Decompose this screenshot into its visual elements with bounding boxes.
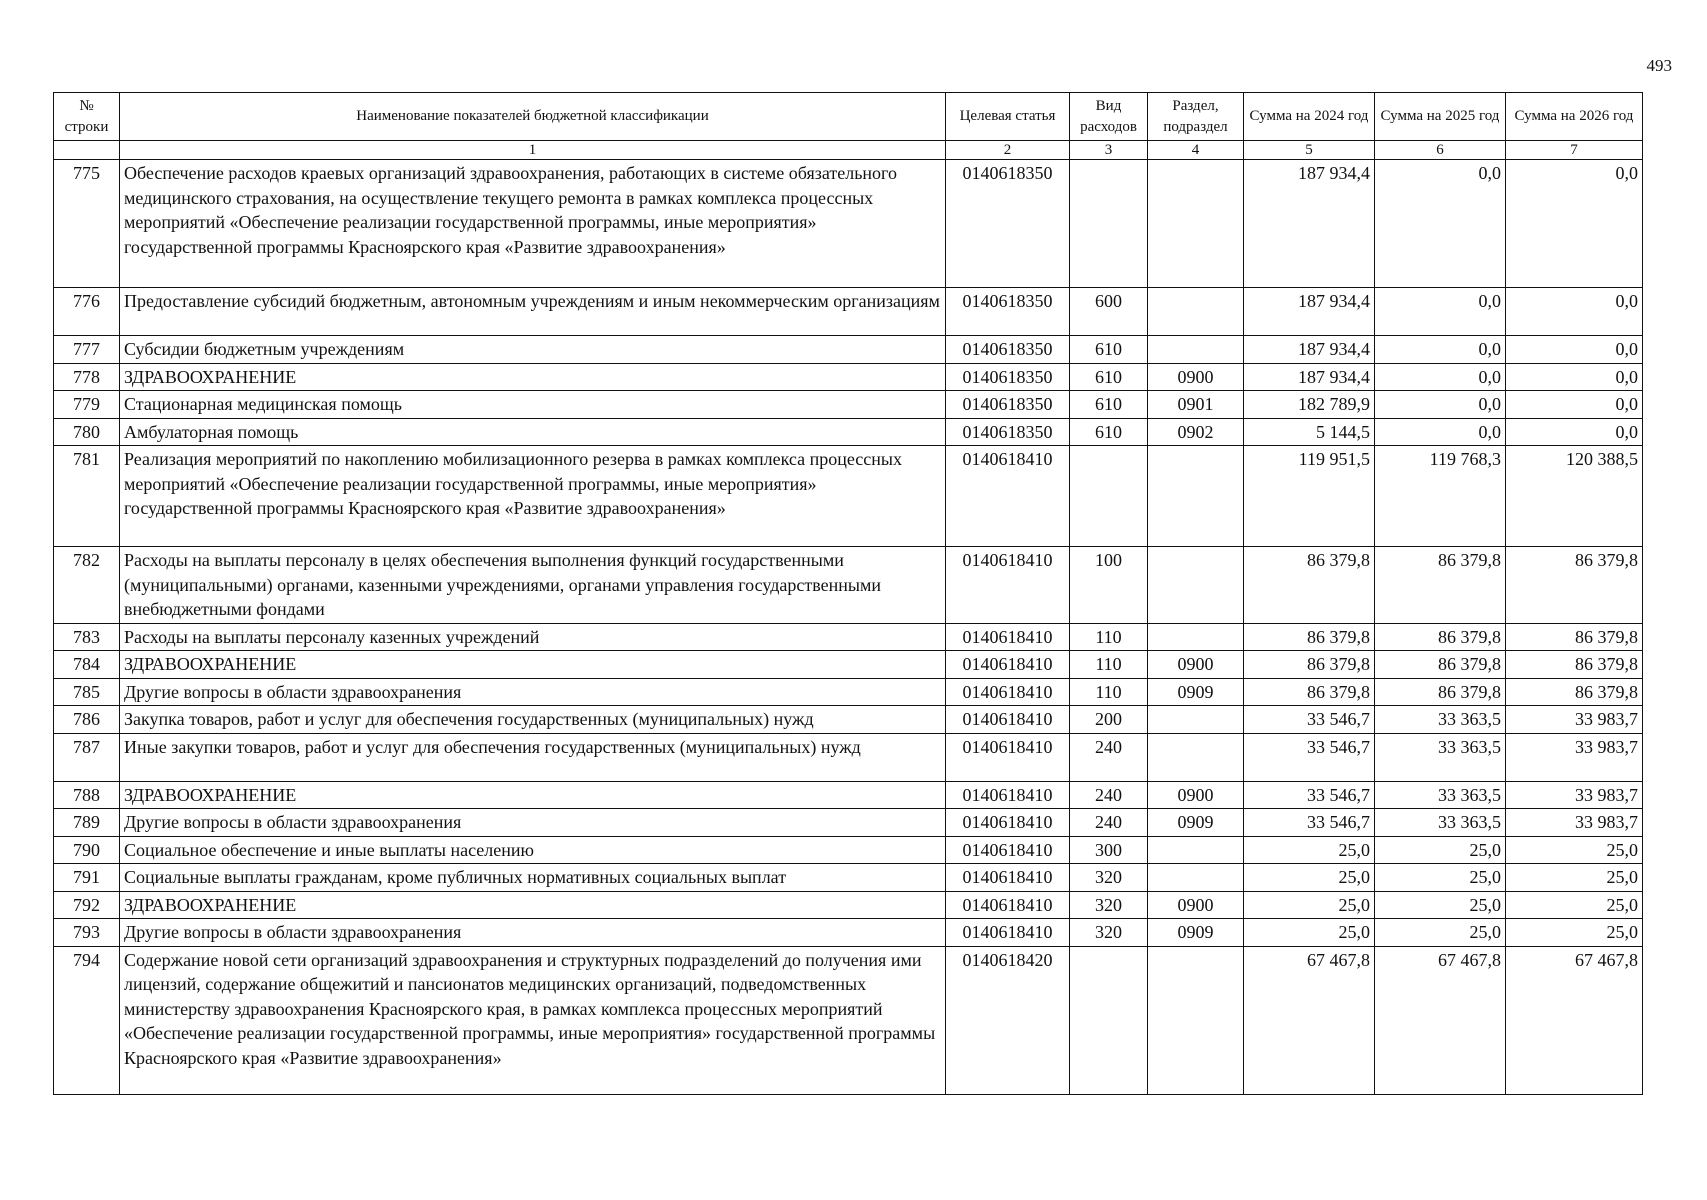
sum-2024-cell: 119 951,5 — [1244, 446, 1375, 547]
sum-2024-cell: 33 546,7 — [1244, 809, 1375, 837]
target-article-cell: 0140618410 — [946, 809, 1070, 837]
expense-type-cell — [1070, 160, 1148, 288]
target-article-cell: 0140618410 — [946, 919, 1070, 947]
expense-type-cell: 610 — [1070, 418, 1148, 446]
sum-2025-cell: 33 363,5 — [1375, 733, 1506, 781]
target-article-cell: 0140618410 — [946, 891, 1070, 919]
name-cell: ЗДРАВООХРАНЕНИЕ — [120, 363, 946, 391]
column-number — [54, 141, 120, 160]
sum-2024-cell: 86 379,8 — [1244, 547, 1375, 624]
sum-2024-cell: 33 546,7 — [1244, 706, 1375, 734]
section-cell — [1148, 547, 1244, 624]
column-number: 3 — [1070, 141, 1148, 160]
row-number-cell: 777 — [54, 336, 120, 364]
row-number-cell: 787 — [54, 733, 120, 781]
sum-2026-cell: 33 983,7 — [1506, 781, 1643, 809]
section-cell: 0901 — [1148, 391, 1244, 419]
table-row — [54, 836, 1643, 864]
table-row — [54, 547, 1643, 624]
expense-type-cell: 110 — [1070, 623, 1148, 651]
sum-2026-cell: 25,0 — [1506, 836, 1643, 864]
expense-type-cell: 600 — [1070, 288, 1148, 336]
expense-type-cell: 320 — [1070, 864, 1148, 892]
sum-2024-cell: 25,0 — [1244, 919, 1375, 947]
expense-type-cell: 610 — [1070, 363, 1148, 391]
sum-2024-cell: 187 934,4 — [1244, 160, 1375, 288]
expense-type-cell: 240 — [1070, 781, 1148, 809]
name-cell: Иные закупки товаров, работ и услуг для обеспечения государственных (муниципальных) нужд — [120, 733, 946, 781]
column-number-row — [54, 141, 1643, 160]
expense-type-cell: 200 — [1070, 706, 1148, 734]
table-body — [54, 160, 1643, 1095]
sum-2026-cell: 86 379,8 — [1506, 547, 1643, 624]
sum-2025-cell: 33 363,5 — [1375, 706, 1506, 734]
sum-2025-cell: 0,0 — [1375, 391, 1506, 419]
name-cell: ЗДРАВООХРАНЕНИЕ — [120, 781, 946, 809]
row-number-cell: 778 — [54, 363, 120, 391]
name-cell: Стационарная медицинская помощь — [120, 391, 946, 419]
header-section: Раздел, подраздел — [1148, 93, 1244, 141]
row-number-cell: 789 — [54, 809, 120, 837]
header-sum-2025: Сумма на 2025 год — [1375, 93, 1506, 141]
section-cell — [1148, 864, 1244, 892]
row-number-cell: 783 — [54, 623, 120, 651]
expense-type-cell: 100 — [1070, 547, 1148, 624]
column-number: 1 — [120, 141, 946, 160]
sum-2024-cell: 182 789,9 — [1244, 391, 1375, 419]
table-row — [54, 733, 1643, 781]
header-name: Наименование показателей бюджетной классификации — [120, 93, 946, 141]
sum-2026-cell: 33 983,7 — [1506, 706, 1643, 734]
sum-2026-cell: 25,0 — [1506, 891, 1643, 919]
table-row — [54, 809, 1643, 837]
table-row — [54, 446, 1643, 547]
row-number-cell: 784 — [54, 651, 120, 679]
name-cell: Содержание новой сети организаций здравоохранения и структурных подразделений до получения ими лицензий, содержание общежитий и пансионатов медицинских организаций, подведомственных министерству здравоохранения Красноярского края, в рамках комплекса процессных мероприятий «Обеспечение реализации государственной программы, иные мероприятия» государственной программы Красноярского края «Развитие здравоохранения» — [120, 946, 946, 1094]
sum-2025-cell: 86 379,8 — [1375, 623, 1506, 651]
column-number: 2 — [946, 141, 1070, 160]
target-article-cell: 0140618410 — [946, 706, 1070, 734]
row-number-cell: 785 — [54, 678, 120, 706]
expense-type-cell: 110 — [1070, 678, 1148, 706]
sum-2026-cell: 0,0 — [1506, 363, 1643, 391]
sum-2025-cell: 0,0 — [1375, 418, 1506, 446]
table-row — [54, 336, 1643, 364]
sum-2024-cell: 33 546,7 — [1244, 733, 1375, 781]
name-cell: Закупка товаров, работ и услуг для обеспечения государственных (муниципальных) нужд — [120, 706, 946, 734]
target-article-cell: 0140618410 — [946, 733, 1070, 781]
expense-type-cell: 610 — [1070, 336, 1148, 364]
sum-2024-cell: 187 934,4 — [1244, 363, 1375, 391]
target-article-cell: 0140618410 — [946, 678, 1070, 706]
expense-type-cell: 240 — [1070, 809, 1148, 837]
sum-2025-cell: 0,0 — [1375, 363, 1506, 391]
row-number-cell: 790 — [54, 836, 120, 864]
sum-2026-cell: 67 467,8 — [1506, 946, 1643, 1094]
name-cell: Амбулаторная помощь — [120, 418, 946, 446]
sum-2024-cell: 86 379,8 — [1244, 623, 1375, 651]
target-article-cell: 0140618410 — [946, 446, 1070, 547]
target-article-cell: 0140618410 — [946, 651, 1070, 679]
table-row — [54, 418, 1643, 446]
table-row — [54, 678, 1643, 706]
expense-type-cell — [1070, 946, 1148, 1094]
row-number-cell: 788 — [54, 781, 120, 809]
column-number: 7 — [1506, 141, 1643, 160]
sum-2026-cell: 25,0 — [1506, 864, 1643, 892]
header-target-article: Целевая статья — [946, 93, 1070, 141]
row-number-cell: 792 — [54, 891, 120, 919]
name-cell: Расходы на выплаты персоналу казенных учреждений — [120, 623, 946, 651]
sum-2024-cell: 33 546,7 — [1244, 781, 1375, 809]
section-cell: 0909 — [1148, 809, 1244, 837]
table-row — [54, 651, 1643, 679]
target-article-cell: 0140618350 — [946, 363, 1070, 391]
sum-2026-cell: 86 379,8 — [1506, 623, 1643, 651]
name-cell: Реализация мероприятий по накоплению мобилизационного резерва в рамках комплекса процессных мероприятий «Обеспечение реализации государственной программы, иные мероприятия» государственной программы Красноярского края «Развитие здравоохранения» — [120, 446, 946, 547]
sum-2026-cell: 86 379,8 — [1506, 651, 1643, 679]
sum-2025-cell: 86 379,8 — [1375, 651, 1506, 679]
sum-2025-cell: 25,0 — [1375, 891, 1506, 919]
section-cell — [1148, 160, 1244, 288]
target-article-cell: 0140618350 — [946, 391, 1070, 419]
name-cell: ЗДРАВООХРАНЕНИЕ — [120, 651, 946, 679]
table-row — [54, 864, 1643, 892]
section-cell — [1148, 733, 1244, 781]
sum-2024-cell: 25,0 — [1244, 836, 1375, 864]
row-number-cell: 775 — [54, 160, 120, 288]
section-cell: 0909 — [1148, 678, 1244, 706]
sum-2025-cell: 86 379,8 — [1375, 678, 1506, 706]
name-cell: Социальное обеспечение и иные выплаты населению — [120, 836, 946, 864]
table-row — [54, 363, 1643, 391]
sum-2025-cell: 86 379,8 — [1375, 547, 1506, 624]
sum-2025-cell: 25,0 — [1375, 919, 1506, 947]
sum-2026-cell: 86 379,8 — [1506, 678, 1643, 706]
section-cell — [1148, 946, 1244, 1094]
table-row — [54, 391, 1643, 419]
column-number: 6 — [1375, 141, 1506, 160]
expense-type-cell: 320 — [1070, 891, 1148, 919]
section-cell — [1148, 336, 1244, 364]
name-cell: Другие вопросы в области здравоохранения — [120, 809, 946, 837]
column-number: 4 — [1148, 141, 1244, 160]
target-article-cell: 0140618350 — [946, 160, 1070, 288]
table-row — [54, 919, 1643, 947]
header-row-number: № строки — [54, 93, 120, 141]
sum-2024-cell: 86 379,8 — [1244, 651, 1375, 679]
sum-2024-cell: 86 379,8 — [1244, 678, 1375, 706]
row-number-cell: 781 — [54, 446, 120, 547]
expense-type-cell: 240 — [1070, 733, 1148, 781]
sum-2024-cell: 25,0 — [1244, 891, 1375, 919]
sum-2025-cell: 67 467,8 — [1375, 946, 1506, 1094]
sum-2026-cell: 0,0 — [1506, 418, 1643, 446]
row-number-cell: 791 — [54, 864, 120, 892]
row-number-cell: 780 — [54, 418, 120, 446]
section-cell — [1148, 623, 1244, 651]
section-cell: 0900 — [1148, 363, 1244, 391]
section-cell: 0900 — [1148, 891, 1244, 919]
target-article-cell: 0140618410 — [946, 623, 1070, 651]
expense-type-cell: 110 — [1070, 651, 1148, 679]
expense-type-cell — [1070, 446, 1148, 547]
name-cell: Расходы на выплаты персоналу в целях обеспечения выполнения функций государственными (муниципальными) органами, казенными учреждениями, органами управления государственными внебюджетными фондами — [120, 547, 946, 624]
table-row — [54, 160, 1643, 288]
sum-2026-cell: 0,0 — [1506, 160, 1643, 288]
target-article-cell: 0140618350 — [946, 288, 1070, 336]
section-cell — [1148, 446, 1244, 547]
column-number: 5 — [1244, 141, 1375, 160]
target-article-cell: 0140618410 — [946, 547, 1070, 624]
header-row — [54, 93, 1643, 141]
sum-2025-cell: 33 363,5 — [1375, 809, 1506, 837]
row-number-cell: 779 — [54, 391, 120, 419]
name-cell: Обеспечение расходов краевых организаций здравоохранения, работающих в системе обязательного медицинского страхования, на осуществление текущего ремонта в рамках комплекса процессных мероприятий «Обеспечение реализации государственной программы, иные мероприятия» государственной программы Красноярского края «Развитие здравоохранения» — [120, 160, 946, 288]
target-article-cell: 0140618410 — [946, 781, 1070, 809]
section-cell — [1148, 836, 1244, 864]
table-row — [54, 781, 1643, 809]
name-cell: Предоставление субсидий бюджетным, автономным учреждениям и иным некоммерческим организациям — [120, 288, 946, 336]
sum-2024-cell: 5 144,5 — [1244, 418, 1375, 446]
row-number-cell: 776 — [54, 288, 120, 336]
name-cell: ЗДРАВООХРАНЕНИЕ — [120, 891, 946, 919]
table-row — [54, 706, 1643, 734]
sum-2024-cell: 67 467,8 — [1244, 946, 1375, 1094]
target-article-cell: 0140618350 — [946, 418, 1070, 446]
table-row — [54, 891, 1643, 919]
header-sum-2026: Сумма на 2026 год — [1506, 93, 1643, 141]
page-number: 493 — [1646, 56, 1672, 75]
sum-2026-cell: 0,0 — [1506, 288, 1643, 336]
section-cell — [1148, 288, 1244, 336]
expense-type-cell: 320 — [1070, 919, 1148, 947]
sum-2024-cell: 187 934,4 — [1244, 336, 1375, 364]
name-cell: Социальные выплаты гражданам, кроме публичных нормативных социальных выплат — [120, 864, 946, 892]
section-cell: 0900 — [1148, 781, 1244, 809]
sum-2024-cell: 25,0 — [1244, 864, 1375, 892]
header-expense-type: Вид расходов — [1070, 93, 1148, 141]
name-cell: Субсидии бюджетным учреждениям — [120, 336, 946, 364]
sum-2025-cell: 25,0 — [1375, 836, 1506, 864]
target-article-cell: 0140618410 — [946, 864, 1070, 892]
table-row — [54, 623, 1643, 651]
target-article-cell: 0140618350 — [946, 336, 1070, 364]
expense-type-cell: 300 — [1070, 836, 1148, 864]
table-row — [54, 946, 1643, 1094]
sum-2026-cell: 25,0 — [1506, 919, 1643, 947]
expense-type-cell: 610 — [1070, 391, 1148, 419]
sum-2025-cell: 119 768,3 — [1375, 446, 1506, 547]
sum-2025-cell: 33 363,5 — [1375, 781, 1506, 809]
section-cell: 0909 — [1148, 919, 1244, 947]
sum-2025-cell: 0,0 — [1375, 160, 1506, 288]
sum-2026-cell: 0,0 — [1506, 336, 1643, 364]
section-cell: 0900 — [1148, 651, 1244, 679]
section-cell — [1148, 706, 1244, 734]
budget-table — [53, 92, 1643, 1095]
sum-2025-cell: 0,0 — [1375, 288, 1506, 336]
row-number-cell: 793 — [54, 919, 120, 947]
target-article-cell: 0140618410 — [946, 836, 1070, 864]
sum-2025-cell: 0,0 — [1375, 336, 1506, 364]
target-article-cell: 0140618420 — [946, 946, 1070, 1094]
header-sum-2024: Сумма на 2024 год — [1244, 93, 1375, 141]
name-cell: Другие вопросы в области здравоохранения — [120, 919, 946, 947]
section-cell: 0902 — [1148, 418, 1244, 446]
sum-2026-cell: 120 388,5 — [1506, 446, 1643, 547]
row-number-cell: 782 — [54, 547, 120, 624]
table-row — [54, 288, 1643, 336]
name-cell: Другие вопросы в области здравоохранения — [120, 678, 946, 706]
sum-2024-cell: 187 934,4 — [1244, 288, 1375, 336]
sum-2026-cell: 0,0 — [1506, 391, 1643, 419]
row-number-cell: 786 — [54, 706, 120, 734]
sum-2026-cell: 33 983,7 — [1506, 809, 1643, 837]
sum-2026-cell: 33 983,7 — [1506, 733, 1643, 781]
row-number-cell: 794 — [54, 946, 120, 1094]
sum-2025-cell: 25,0 — [1375, 864, 1506, 892]
